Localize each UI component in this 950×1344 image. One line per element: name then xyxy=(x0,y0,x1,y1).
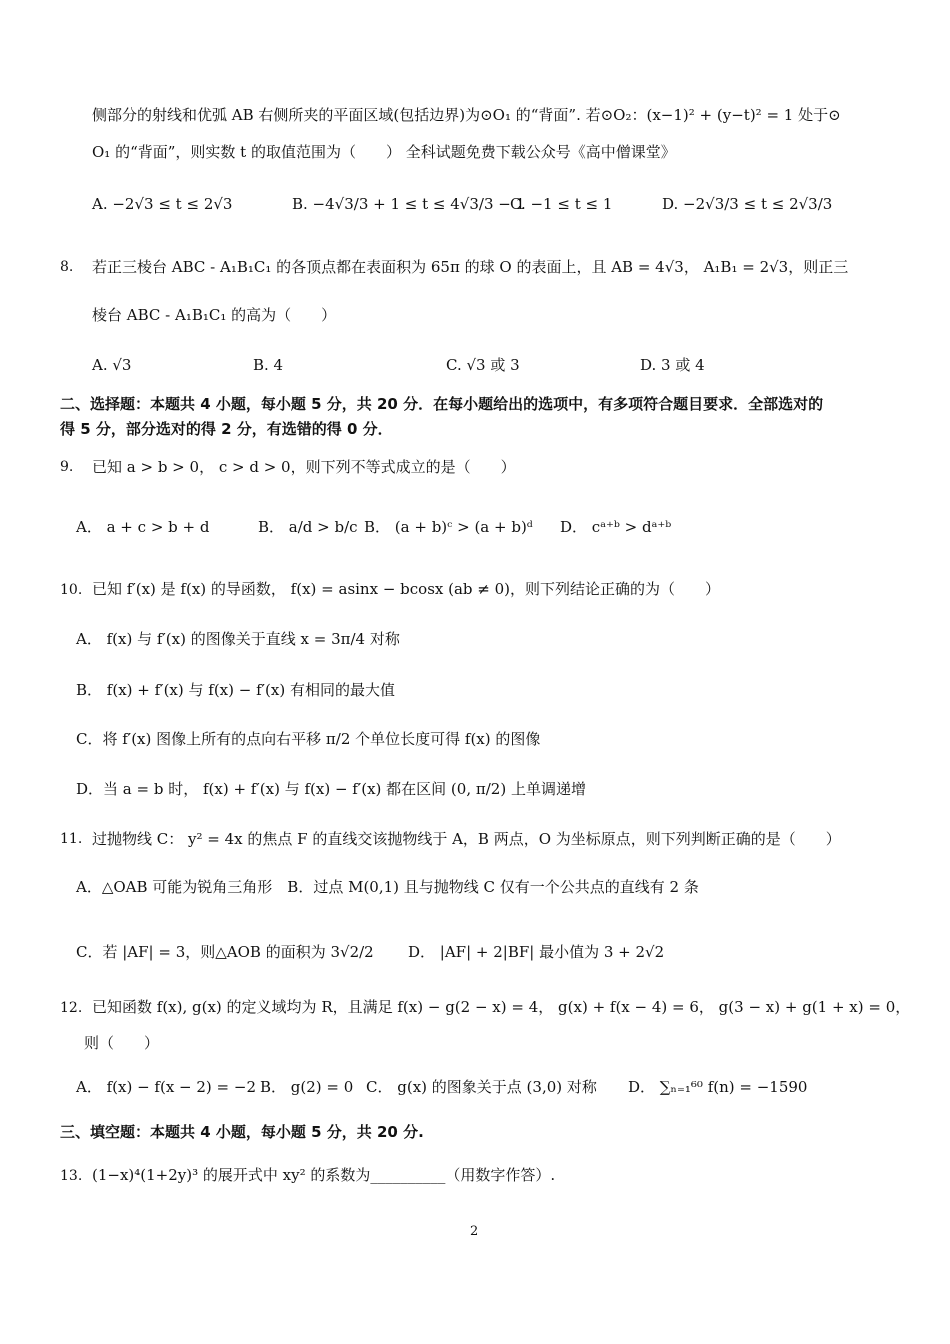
q9-option-d: D． cᵃ⁺ᵇ > dᵃ⁺ᵇ xyxy=(560,518,672,536)
q7-option-c: C. −1 ≤ t ≤ 1 xyxy=(510,195,613,213)
q12-option-c: C． g(x) 的图象关于点 (3,0) 对称 xyxy=(366,1078,597,1096)
q10-stem: 已知 f′(x) 是 f(x) 的导函数， f(x) = asinx − bcosx (ab ≠ 0)，则下列结论正确的为（ ） xyxy=(92,580,721,598)
q11-stem: 过抛物线 C： y² = 4x 的焦点 F 的直线交该抛物线于 A，B 两点，O 为坐标原点，则下列判断正确的是（ ） xyxy=(92,830,841,848)
section-2-line1: 二、选择题：本题共 4 小题，每小题 5 分，共 20 分．在每小题给出的选项中，有多项符合题目要求．全部选对的 xyxy=(60,395,824,413)
q8-option-d: D. 3 或 4 xyxy=(640,356,705,374)
q9-option-c: B． (a + b)ᶜ > (a + b)ᵈ xyxy=(364,518,533,536)
q8-number: 8. xyxy=(60,259,74,275)
q12-number: 12. xyxy=(60,1000,83,1016)
q12-option-a: A． f(x) − f(x − 2) = −2 xyxy=(76,1078,257,1096)
q9-number: 9. xyxy=(60,459,74,475)
q8-option-a: A. √3 xyxy=(92,356,132,374)
q7-stem-line1: 侧部分的射线和优弧 AB 右侧所夹的平面区域(包括边界)为⊙O₁ 的“背面”. 若⊙O₂：(x−1)² + (y−t)² = 1 处于⊙ xyxy=(92,106,841,124)
q7-option-b: B. −4√3/3 + 1 ≤ t ≤ 4√3/3 − 1 xyxy=(292,195,526,213)
q8-stem-line1: 若正三棱台 ABC - A₁B₁C₁ 的各顶点都在表面积为 65π 的球 O 的表面上，且 AB = 4√3， A₁B₁ = 2√3，则正三 xyxy=(92,258,849,276)
q11-option-c: C．若 |AF| = 3，则△AOB 的面积为 3√2/2 xyxy=(76,943,374,961)
q7-option-a: A. −2√3 ≤ t ≤ 2√3 xyxy=(92,195,233,213)
q8-option-c: C. √3 或 3 xyxy=(446,356,520,374)
q13-stem: (1−x)⁴(1+2y)³ 的展开式中 xy² 的系数为__________（用数字作答）. xyxy=(92,1166,556,1184)
q10-number: 10. xyxy=(60,582,83,598)
q7-stem-line2: O₁ 的“背面”，则实数 t 的取值范围为（ ） 全科试题免费下载公众号《高中僧课堂》 xyxy=(92,143,676,161)
q12-option-b: B． g(2) = 0 xyxy=(260,1078,354,1096)
q10-option-b: B． f(x) + f′(x) 与 f(x) − f′(x) 有相同的最大值 xyxy=(76,681,395,699)
q13-number: 13. xyxy=(60,1168,83,1184)
q9-stem: 已知 a > b > 0， c > d > 0，则下列不等式成立的是（ ） xyxy=(92,458,516,476)
q10-option-a: A． f(x) 与 f′(x) 的图像关于直线 x = 3π/4 对称 xyxy=(76,630,400,648)
section-3-line1: 三、填空题：本题共 4 小题，每小题 5 分，共 20 分. xyxy=(60,1123,424,1141)
q8-option-b: B. 4 xyxy=(253,356,284,374)
q10-option-c: C．将 f′(x) 图像上所有的点向右平移 π/2 个单位长度可得 f(x) 的图像 xyxy=(76,730,541,748)
q11-option-d: D． |AF| + 2|BF| 最小值为 3 + 2√2 xyxy=(408,943,665,961)
section-2-line2: 得 5 分，部分选对的得 2 分，有选错的得 0 分． xyxy=(60,420,393,438)
q10-option-d: D．当 a = b 时， f(x) + f′(x) 与 f(x) − f′(x) 都在区间 (0, π/2) 上单调递增 xyxy=(76,780,586,798)
q9-option-a: A． a + c > b + d xyxy=(76,518,210,536)
q12-stem: 已知函数 f(x), g(x) 的定义域均为 R，且满足 f(x) − g(2 − x) = 4， g(x) + f(x − 4) = 6， g(3 − x) + g(1 + x) = 0， xyxy=(92,998,911,1016)
q8-stem-line2: 棱台 ABC - A₁B₁C₁ 的高为（ ） xyxy=(92,306,337,324)
page-number: 2 xyxy=(470,1224,479,1239)
q11-number: 11. xyxy=(60,831,83,847)
q9-option-b: B． a/d > b/c xyxy=(258,518,358,536)
q12-stem-line2: 则（ ） xyxy=(84,1034,160,1052)
q12-option-d: D． ∑ₙ₌₁⁶⁰ f(n) = −1590 xyxy=(628,1078,808,1096)
q11-option-a-b: A．△OAB 可能为锐角三角形 B．过点 M(0,1) 且与抛物线 C 仅有一个公共点的直线有 2 条 xyxy=(76,878,699,896)
q7-option-d: D. −2√3/3 ≤ t ≤ 2√3/3 xyxy=(662,195,833,213)
